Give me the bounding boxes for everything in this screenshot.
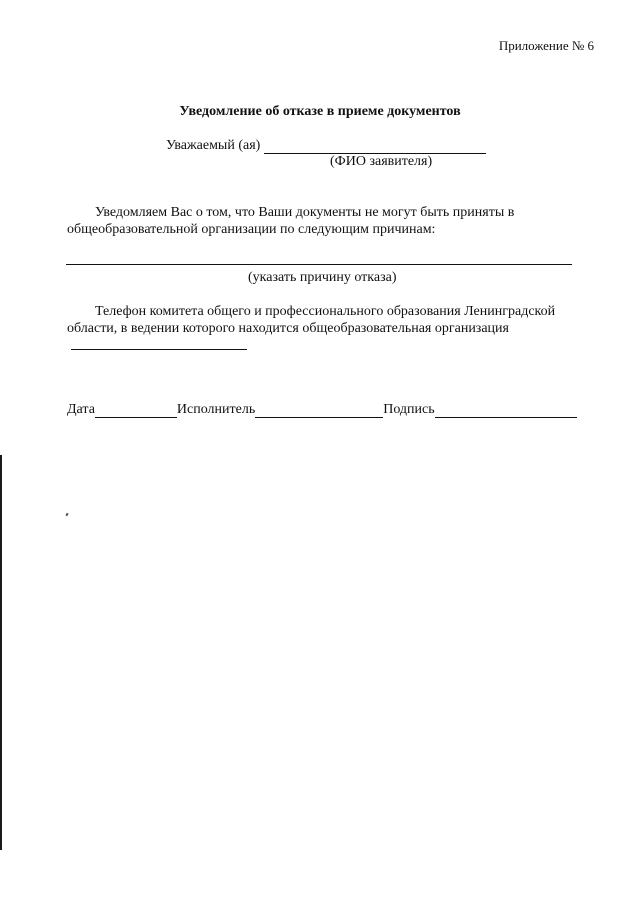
notify-paragraph: Уведомляем Вас о том, что Ваши документы не могут быть приняты в общеобразовательной организации по следующим причинам:	[67, 205, 515, 237]
phone-paragraph	[67, 303, 577, 355]
phone-text: Телефон комитета общего и профессионального образования Ленинградской области, в ведении которого находится общеобразовательная организация	[67, 304, 556, 336]
date-blank-line	[95, 405, 177, 418]
scan-edge-mark	[0, 455, 2, 850]
fio-caption: (ФИО заявителя)	[330, 154, 433, 169]
reason-blank-line	[66, 264, 572, 265]
date-label: Дата	[67, 402, 95, 417]
executor-label: Исполнитель	[176, 402, 256, 417]
sign-blank-line	[435, 405, 577, 418]
signature-row	[67, 402, 577, 418]
greeting-row	[166, 138, 486, 154]
reason-caption: (указать причину отказа)	[248, 270, 397, 285]
executor-blank-line	[255, 405, 383, 418]
sign-label: Подпись	[383, 402, 435, 417]
stray-scan-mark	[65, 513, 68, 517]
greeting-label: Уважаемый (ая)	[166, 138, 261, 153]
phone-blank-line	[71, 337, 247, 350]
fio-blank-line	[264, 141, 486, 154]
appendix-label: Приложение № 6	[498, 38, 594, 53]
document-title: Уведомление об отказе в приеме документов	[179, 104, 461, 119]
